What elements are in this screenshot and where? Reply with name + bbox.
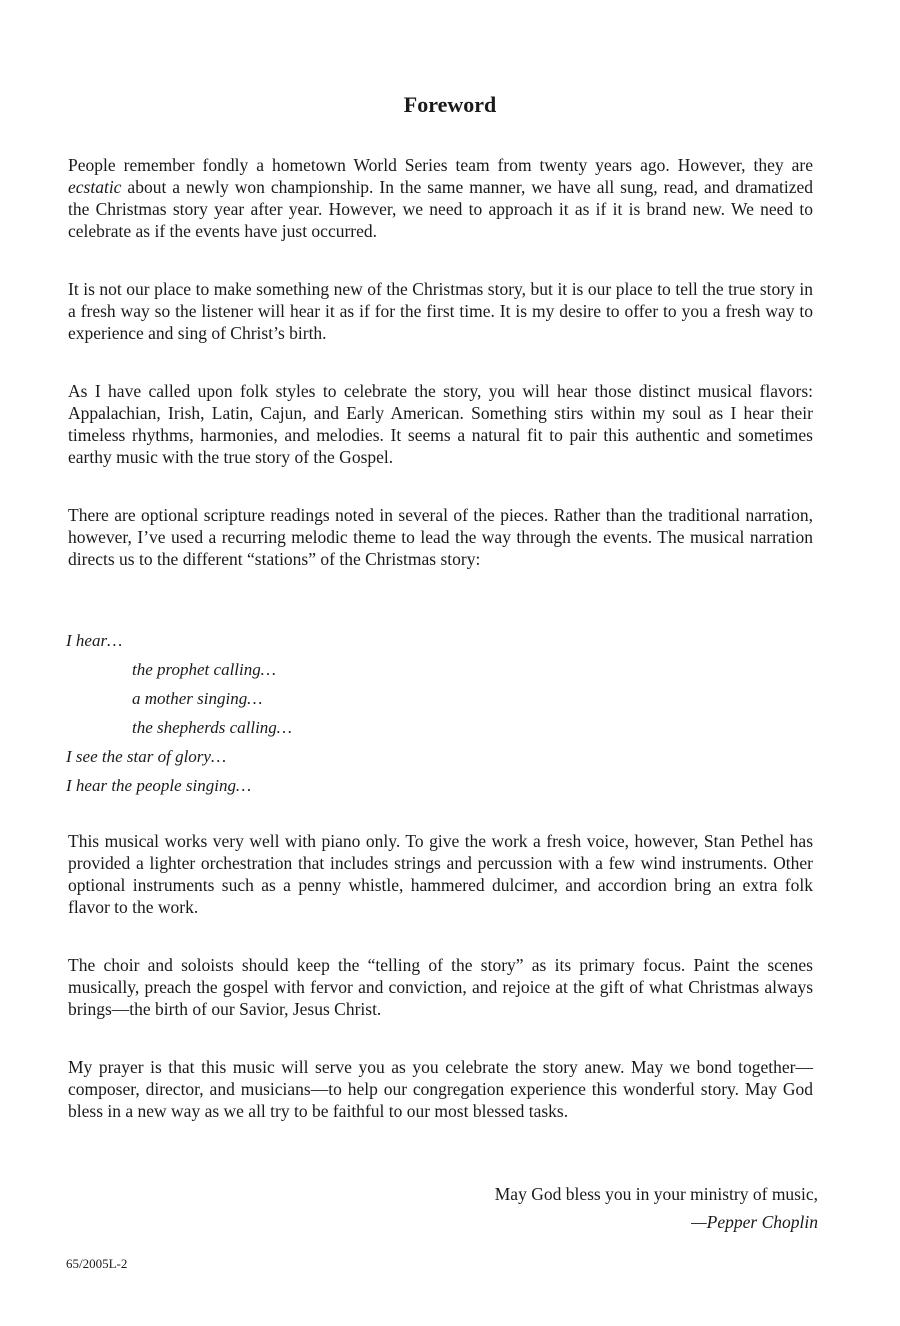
station-line: the shepherds calling…	[132, 718, 292, 737]
paragraph-4: There are optional scripture readings noted in several of the pieces. Rather than the traditional narration, however, I’ve used a recurring melodic theme to lead the way through the events. The musical narration directs us to the different “stations” of the Christmas story:	[68, 505, 813, 569]
paragraph-1-text-a: People remember fondly a hometown World Series team from twenty years ago. However, they are	[68, 155, 813, 175]
paragraph-6: The choir and soloists should keep the “telling of the story” as its primary focus. Paint the scenes musically, preach the gospel with fervor and conviction, and rejoice at the gift of what Christmas always brings—the birth of our Savior, Jesus Christ.	[68, 955, 813, 1019]
stations-list	[66, 626, 566, 800]
paragraph-5: This musical works very well with piano only. To give the work a fresh voice, however, Stan Pethel has provided a lighter orchestration that includes strings and percussion with a few wind instruments. Other optional instruments such as a penny whistle, hammered dulcimer, and accordion bring an extra folk flavor to the work.	[68, 831, 813, 917]
page-title: Foreword	[403, 92, 497, 117]
station-line: a mother singing…	[132, 689, 263, 708]
signature: —Pepper Choplin	[691, 1212, 818, 1232]
closing-block	[495, 1180, 818, 1236]
closing-line: May God bless you in your ministry of music,	[494, 1184, 818, 1204]
station-line: I see the star of glory…	[66, 747, 227, 766]
footer-code: 65/2005L-2	[66, 1256, 128, 1271]
station-line: the prophet calling…	[132, 660, 276, 679]
station-line: I hear the people singing…	[66, 776, 252, 795]
paragraph-2: It is not our place to make something new of the Christmas story, but it is our place to tell the true story in a fresh way so the listener will hear it as if for the first time. It is my desire to offer to you a fresh way to experience and sing of Christ’s birth.	[68, 279, 813, 343]
paragraph-3: As I have called upon folk styles to celebrate the story, you will hear those distinct musical flavors: Appalachian, Irish, Latin, Cajun, and Early American. Something stirs within my soul as I hear their timeless rhythms, harmonies, and melodies. It seems a natural fit to pair this authentic and sometimes earthy music with the true story of the Gospel.	[68, 381, 813, 467]
paragraph-7: My prayer is that this music will serve you as you celebrate the story anew. May we bond together—composer, director, and musicians—to help our congregation experience this wonderful story. May God bless in a new way as we all try to be faithful to our most blessed tasks.	[68, 1057, 813, 1121]
paragraph-1	[68, 154, 813, 242]
station-line: I hear…	[66, 631, 123, 650]
paragraph-1-emphasis: ecstatic	[68, 177, 122, 197]
paragraph-1-text-b: about a newly won championship. In the same manner, we have all sung, read, and dramatized the Christmas story year after year. However, we need to approach it as if it is brand new. We need to celebrate as if the events have just occurred.	[68, 177, 813, 241]
